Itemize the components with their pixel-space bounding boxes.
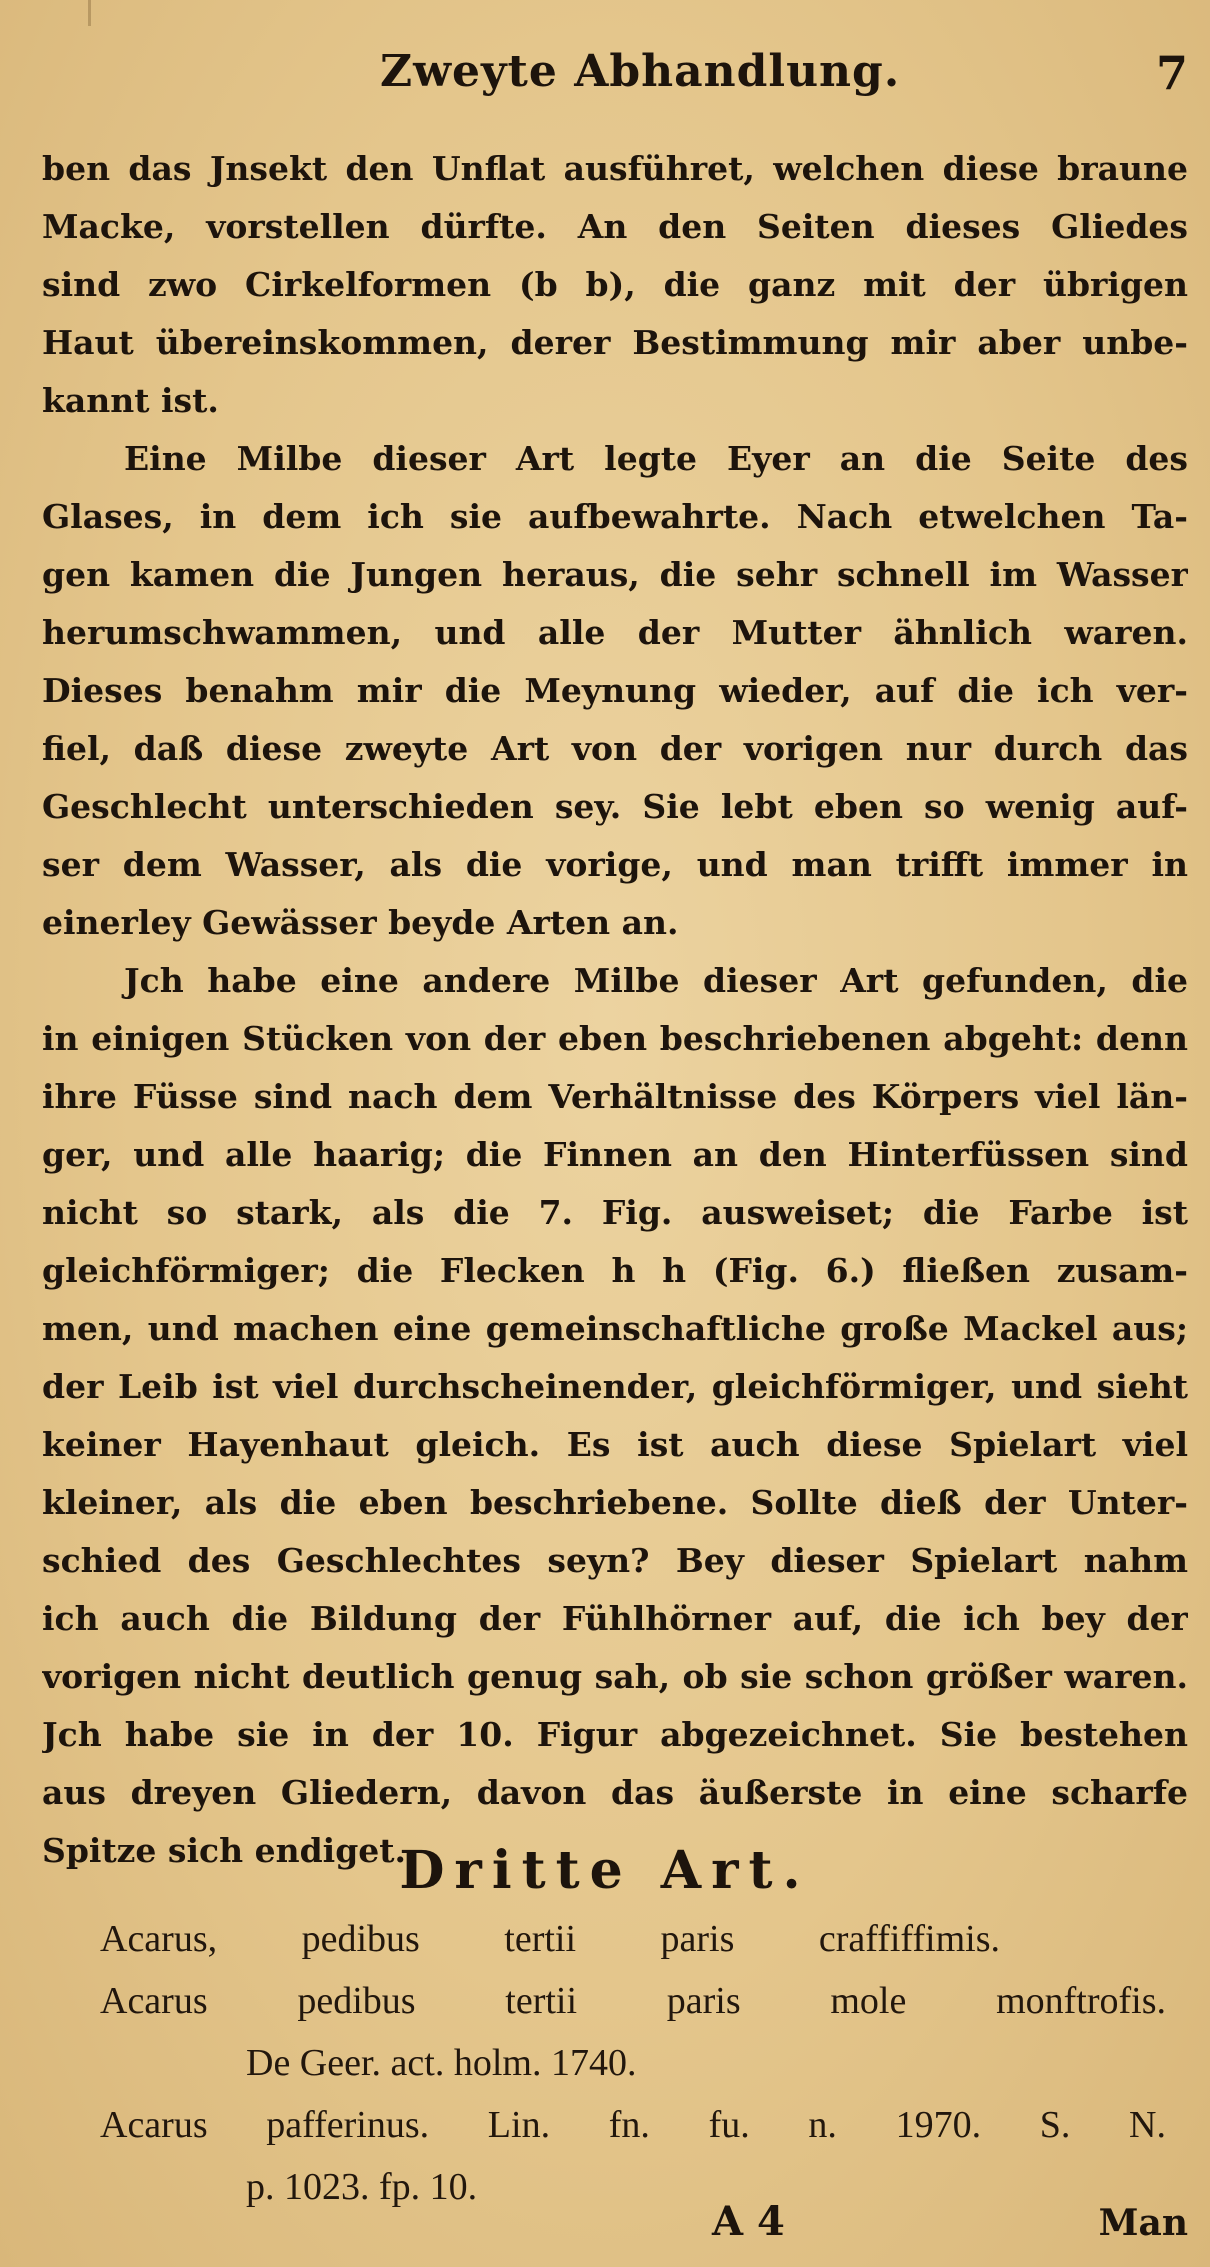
text-line: kannt ist.	[42, 381, 219, 420]
text-line: keiner Hayenhaut gleich. Es ist auch diese Spielart viel	[42, 1425, 1188, 1464]
synonym-line: Acarus, pedibus tertii paris craffiffimis.	[100, 1918, 1000, 1960]
text-line: kleiner, als die eben beschriebene. Sollte dieß der Unter-	[42, 1483, 1188, 1522]
page-number: 7	[1155, 46, 1188, 100]
text-line: Haut übereinskommen, derer Bestimmung mir aber unbe-	[42, 323, 1188, 362]
text-line: der Leib ist viel durchscheinender, gleichförmiger, und sieht	[42, 1367, 1188, 1406]
text-line: fiel, daß diese zweyte Art von der vorigen nur durch das	[42, 729, 1188, 768]
running-head: Zweyte Abhandlung.	[380, 46, 901, 97]
page-footer	[0, 2198, 1210, 2258]
text-line: Geschlecht unterschieden sey. Sie lebt eben so wenig auf-	[42, 787, 1188, 826]
text-line: ger, und alle haarig; die Finnen an den Hinterfüssen sind	[42, 1135, 1188, 1174]
text-line: gleichförmiger; die Flecken h h (Fig. 6.) fließen zusam-	[42, 1251, 1188, 1290]
text-line: vorigen nicht deutlich genug sah, ob sie schon größer waren.	[42, 1657, 1188, 1696]
synonym-line: Acarus pedibus tertii paris mole monftrofis.	[100, 1980, 1166, 2022]
text-line: Jch habe eine andere Milbe dieser Art gefunden, die	[124, 961, 1188, 1000]
body-text	[42, 140, 1188, 1880]
text-line: ser dem Wasser, als die vorige, und man trifft immer in	[42, 845, 1188, 884]
text-line: einerley Gewässer beyde Arten an.	[42, 903, 679, 942]
text-line: Glases, in dem ich sie aufbewahrte. Nach etwelchen Ta-	[42, 497, 1188, 536]
text-line: Dieses benahm mir die Meynung wieder, auf die ich ver-	[42, 671, 1188, 710]
text-line: Eine Milbe dieser Art legte Eyer an die Seite des	[124, 439, 1188, 478]
text-line: ihre Füsse sind nach dem Verhältnisse des Körpers viel län-	[42, 1077, 1188, 1116]
text-line: in einigen Stücken von der eben beschriebenen abgeht: denn	[42, 1019, 1188, 1058]
text-line: men, und machen eine gemeinschaftliche große Mackel aus;	[42, 1309, 1188, 1348]
text-line: Spitze sich endiget.	[42, 1831, 406, 1870]
text-line: ich auch die Bildung der Fühlhörner auf, die ich bey der	[42, 1599, 1188, 1638]
text-line: aus dreyen Gliedern, davon das äußerste in eine scharfe	[42, 1773, 1188, 1812]
text-line: sind zwo Cirkelformen (b b), die ganz mit der übrigen	[42, 265, 1188, 304]
synonym-line: De Geer. act. holm. 1740.	[246, 2042, 637, 2084]
section-heading: Dritte Art.	[399, 1840, 811, 1901]
text-line: herumschwammen, und alle der Mutter ähnlich waren.	[42, 613, 1188, 652]
page-header	[0, 38, 1210, 108]
text-line: Jch habe sie in der 10. Figur abgezeichnet. Sie bestehen	[42, 1715, 1188, 1754]
text-line: ben das Jnsekt den Unflat ausführet, welchen diese braune	[42, 149, 1188, 188]
synonym-line: p. 1023. fp. 10.	[246, 2166, 478, 2208]
catchword: Man	[1098, 2202, 1188, 2244]
signature-mark: A 4	[712, 2198, 785, 2245]
text-line: nicht so stark, als die 7. Fig. ausweiset; die Farbe ist	[42, 1193, 1188, 1232]
paper-mark	[88, 0, 91, 26]
synonym-line: Acarus pafferinus. Lin. fn. fu. n. 1970. S. N.	[100, 2104, 1166, 2146]
text-line: Macke, vorstellen dürfte. An den Seiten dieses Gliedes	[42, 207, 1188, 246]
text-line: gen kamen die Jungen heraus, die sehr schnell im Wasser	[42, 555, 1188, 594]
text-line: schied des Geschlechtes seyn? Bey dieser Spielart nahm	[42, 1541, 1188, 1580]
